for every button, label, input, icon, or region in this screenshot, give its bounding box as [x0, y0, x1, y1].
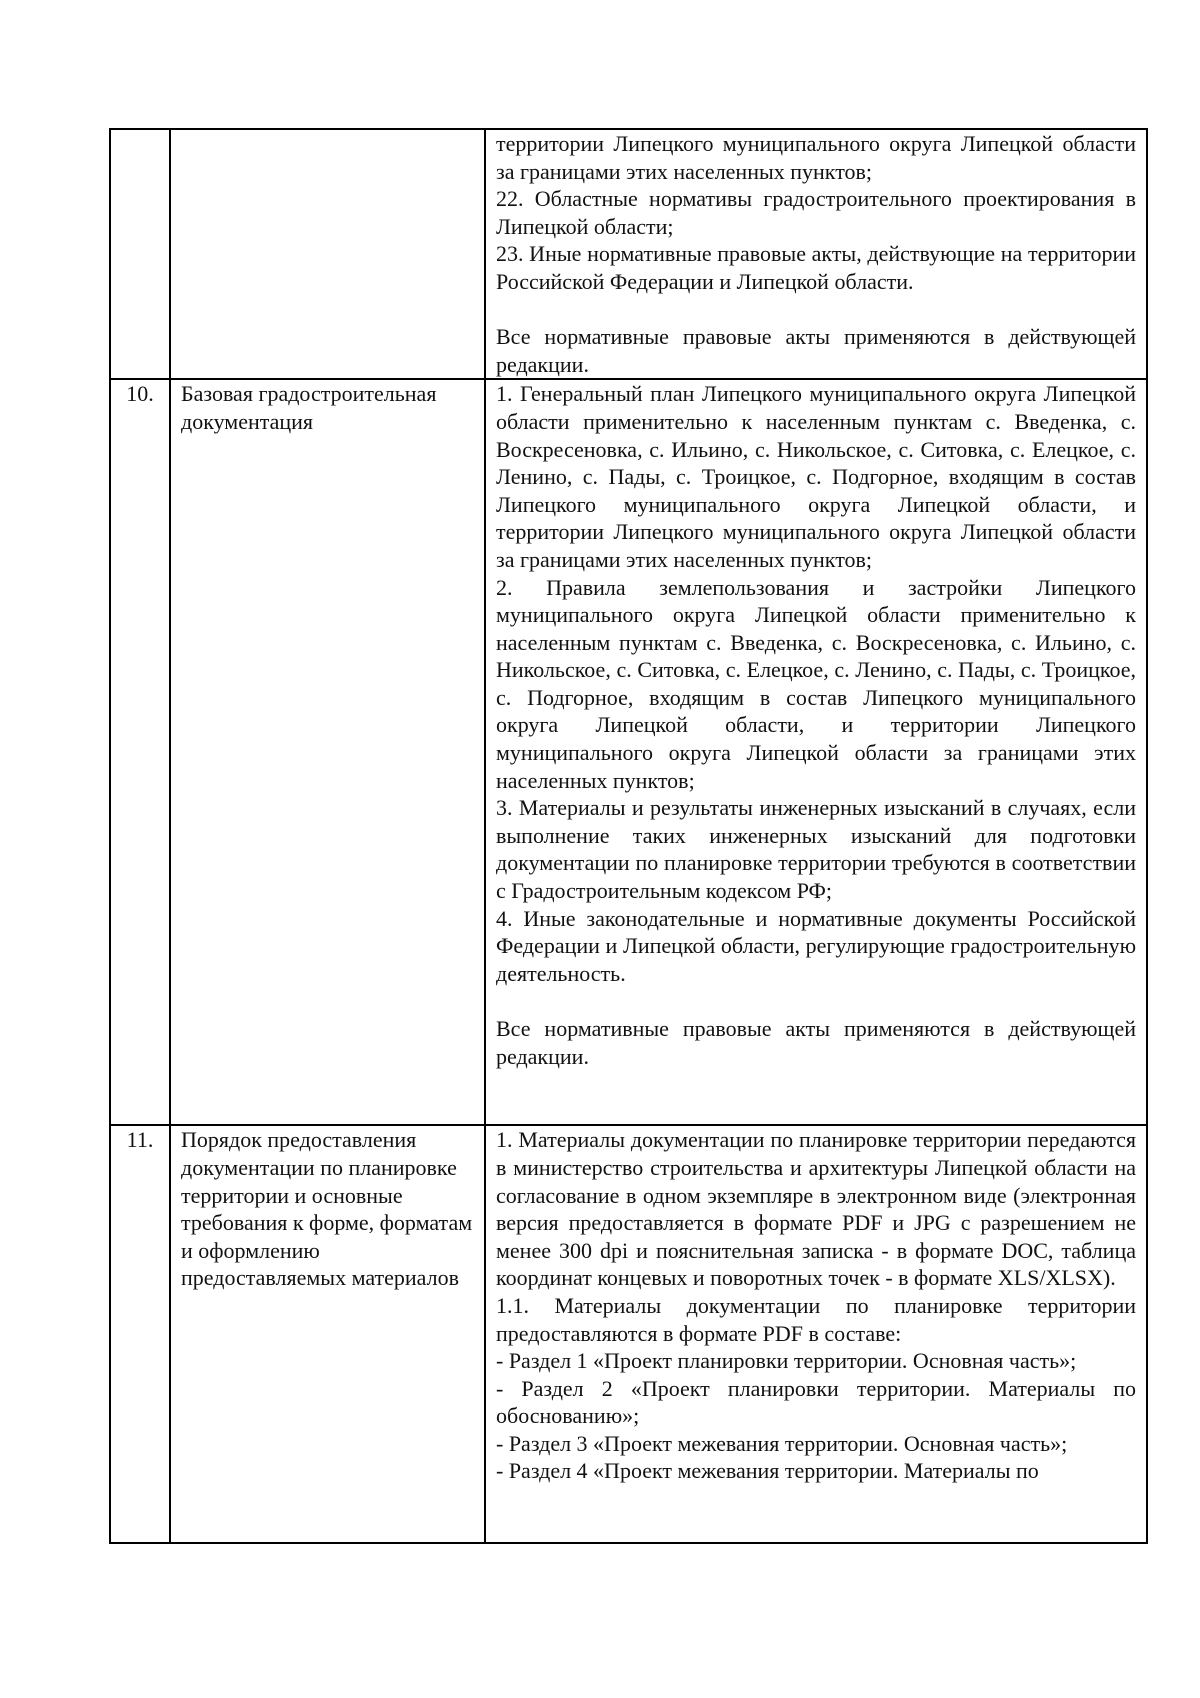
paragraph: 1.1. Материалы документации по планировке территории предоставляются в формате PDF в составе:: [496, 1292, 1136, 1346]
paragraph: 4. Иные законодательные и нормативные документы Российской Федерации и Липецкой области, регулирующие градостроительную деятельность.: [496, 905, 1136, 986]
note-paragraph: Все нормативные правовые акты применяются в действующей редакции.: [496, 1016, 1136, 1069]
row-content: [485, 379, 1147, 1125]
paragraph: 3. Материалы и результаты инженерных изысканий в случаях, если выполнение таких инженерных изысканий для подготовки документации по планировке территории требуются в соответствии с Градостроительным кодексом РФ;: [496, 795, 1136, 904]
row-label: Порядок предоставления документации по планировке территории и основные требования к форме, форматам и оформлению предоставляемых материалов: [170, 1125, 485, 1543]
row-number: [110, 129, 170, 379]
row-content: [485, 1125, 1147, 1543]
blank-line: [496, 987, 1136, 1015]
paragraph: 1. Материалы документации по планировке территории передаются в министерство строительства и архитектуры Липецкой области на согласование в одном экземпляре в электронном виде (электронная версия предоставляется в формате PDF и JPG с разрешением не менее 300 dpi и пояснительная записка - в формате DOC, таблица координат концевых и поворотных точек - в формате XLS/XLSX).: [496, 1127, 1136, 1291]
row-label: [170, 129, 485, 379]
blank-line: [496, 296, 1136, 324]
table-row: [110, 129, 1147, 379]
paragraph: - Раздел 2 «Проект планировки территории. Материалы по обоснованию»;: [496, 1375, 1136, 1429]
paragraph: 1. Генеральный план Липецкого муниципального округа Липецкой области применительно к населенным пунктам с. Введенка, с. Воскресеновка, с. Ильино, с. Никольское, с. Ситовка, с. Елецкое, с. Ленино, с. Пады, с. Троицкое, с. Подгорное, входящим в состав Липецкого муниципального округа Липецкой области, и территории Липецкого муниципального округа Липецкой области за границами этих населенных пунктов;: [496, 381, 1136, 572]
row-number: 11.: [110, 1125, 170, 1543]
row-label: Базовая градостроительная документация: [170, 379, 485, 1125]
note-paragraph: Все нормативные правовые акты применяются в действующей редакции.: [496, 324, 1136, 377]
paragraph: - Раздел 3 «Проект межевания территории. Основная часть»;: [496, 1430, 1068, 1456]
requirements-table: [109, 128, 1148, 1544]
paragraph: - Раздел 1 «Проект планировки территории. Основная часть»;: [496, 1348, 1077, 1374]
paragraph: территории Липецкого муниципального округа Липецкой области за границами этих населенных пунктов;: [496, 131, 1136, 184]
paragraph: 2. Правила землепользования и застройки Липецкого муниципального округа Липецкой области применительно к населенным пунктам с. Введенка, с. Воскресеновка, с. Ильино, с. Никольское, с. Ситовка, с. Елецкое, с. Ленино, с. Пады, с. Троицкое, с. Подгорное, входящим в состав Липецкого муниципального округа Липецкой области, и территории Липецкого муниципального округа Липецкой области за границами этих населенных пунктов;: [496, 574, 1136, 793]
paragraph: 22. Областные нормативы градостроительного проектирования в Липецкой области;: [496, 186, 1136, 239]
table-row: [110, 1125, 1147, 1543]
paragraph: - Раздел 4 «Проект межевания территории. Материалы по: [496, 1458, 1039, 1484]
paragraph: 23. Иные нормативные правовые акты, действующие на территории Российской Федерации и Липецкой области.: [496, 241, 1136, 294]
row-number: 10.: [110, 379, 170, 1125]
row-content: [485, 129, 1147, 379]
table-row: [110, 379, 1147, 1125]
